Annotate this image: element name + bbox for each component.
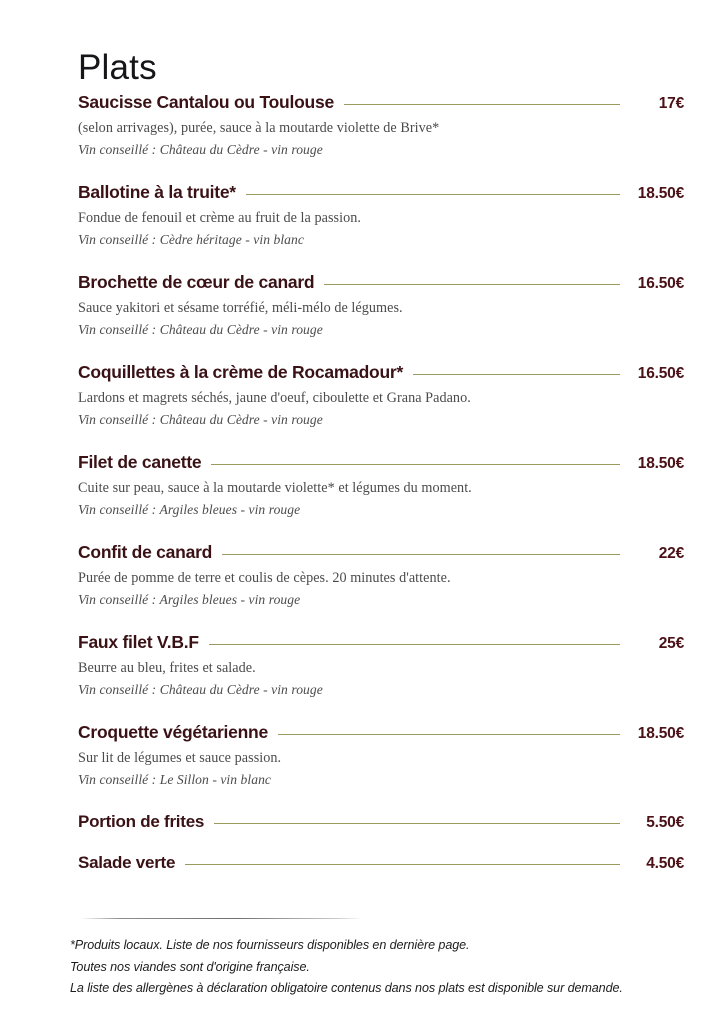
- dish-price: 17€: [658, 95, 684, 112]
- dish-header: [78, 452, 684, 473]
- dish-name: Faux filet V.B.F: [78, 632, 199, 652]
- dish-price: 25€: [658, 635, 684, 652]
- dish-name: Confit de canard: [78, 542, 213, 562]
- dish-description: Sauce yakitori et sésame torréfié, méli-mélo de légumes.: [78, 300, 403, 316]
- footer-notes: [70, 935, 690, 1000]
- dish-wine-pairing: Vin conseillé : Argiles bleues - vin rouge: [78, 591, 301, 607]
- dish-item: [78, 542, 684, 632]
- price-leader-line: [344, 104, 620, 105]
- dish-price: 18.50€: [637, 185, 684, 202]
- dish-wine-pairing: Vin conseillé : Château du Cèdre - vin rouge: [78, 321, 323, 337]
- dish-header: [78, 92, 684, 113]
- dish-wine-pairing: Vin conseillé : Château du Cèdre - vin rouge: [78, 681, 323, 697]
- dish-item: [78, 722, 684, 812]
- dish-description: Purée de pomme de terre et coulis de cèpes. 20 minutes d'attente.: [78, 570, 451, 586]
- price-leader-line: [246, 194, 620, 195]
- dish-description: Fondue de fenouil et crème au fruit de la passion.: [78, 210, 362, 226]
- dish-price: 4.50€: [646, 855, 684, 872]
- dish-name: Ballotine à la truite*: [78, 182, 236, 202]
- dish-price: 18.50€: [637, 455, 684, 472]
- price-leader-line: [185, 864, 620, 865]
- footer-divider: [80, 918, 362, 919]
- page-title: Plats: [78, 48, 157, 88]
- dish-header: [78, 853, 684, 873]
- price-leader-line: [222, 554, 620, 555]
- dish-wine-pairing: Vin conseillé : Le Sillon - vin blanc: [78, 771, 271, 787]
- price-leader-line: [214, 823, 620, 824]
- dish-price: 16.50€: [637, 365, 684, 382]
- footer-note: La liste des allergènes à déclaration obligatoire contenus dans nos plats est disponible sur demande.: [70, 981, 623, 996]
- price-leader-line: [278, 734, 620, 735]
- dish-header: [78, 182, 684, 203]
- dish-name: Portion de frites: [78, 812, 205, 831]
- dish-description: Sur lit de légumes et sauce passion.: [78, 750, 282, 766]
- dish-header: [78, 812, 684, 832]
- dish-description: Cuite sur peau, sauce à la moutarde violette* et légumes du moment.: [78, 480, 472, 496]
- dish-header: [78, 272, 684, 293]
- dish-list: [78, 92, 684, 894]
- price-leader-line: [324, 284, 620, 285]
- dish-item: [78, 632, 684, 722]
- dish-item: [78, 812, 684, 853]
- dish-name: Salade verte: [78, 853, 176, 872]
- dish-wine-pairing: Vin conseillé : Cèdre héritage - vin blanc: [78, 231, 304, 247]
- dish-item: [78, 272, 684, 362]
- dish-name: Saucisse Cantalou ou Toulouse: [78, 92, 334, 112]
- dish-price: 22€: [658, 545, 684, 562]
- dish-price: 5.50€: [646, 814, 684, 831]
- dish-item: [78, 853, 684, 894]
- dish-name: Brochette de cœur de canard: [78, 272, 315, 292]
- dish-wine-pairing: Vin conseillé : Château du Cèdre - vin rouge: [78, 141, 323, 157]
- dish-name: Filet de canette: [78, 452, 202, 472]
- dish-item: [78, 362, 684, 452]
- dish-item: [78, 452, 684, 542]
- price-leader-line: [211, 464, 620, 465]
- dish-description: Beurre au bleu, frites et salade.: [78, 660, 256, 676]
- dish-header: [78, 632, 684, 653]
- price-leader-line: [209, 644, 620, 645]
- dish-name: Croquette végétarienne: [78, 722, 268, 742]
- dish-description: (selon arrivages), purée, sauce à la moutarde violette de Brive*: [78, 120, 440, 136]
- price-leader-line: [413, 374, 620, 375]
- dish-name: Coquillettes à la crème de Rocamadour*: [78, 362, 404, 382]
- dish-wine-pairing: Vin conseillé : Château du Cèdre - vin rouge: [78, 411, 323, 427]
- dish-wine-pairing: Vin conseillé : Argiles bleues - vin rouge: [78, 501, 301, 517]
- dish-item: [78, 182, 684, 272]
- dish-header: [78, 362, 684, 383]
- dish-item: [78, 92, 684, 182]
- dish-description: Lardons et magrets séchés, jaune d'oeuf, ciboulette et Grana Padano.: [78, 390, 471, 406]
- footer-note: Toutes nos viandes sont d'origine française.: [70, 959, 310, 974]
- dish-header: [78, 722, 684, 743]
- footer-note: *Produits locaux. Liste de nos fournisseurs disponibles en dernière page.: [70, 938, 470, 952]
- dish-price: 18.50€: [637, 725, 684, 742]
- dish-header: [78, 542, 684, 563]
- dish-price: 16.50€: [637, 275, 684, 292]
